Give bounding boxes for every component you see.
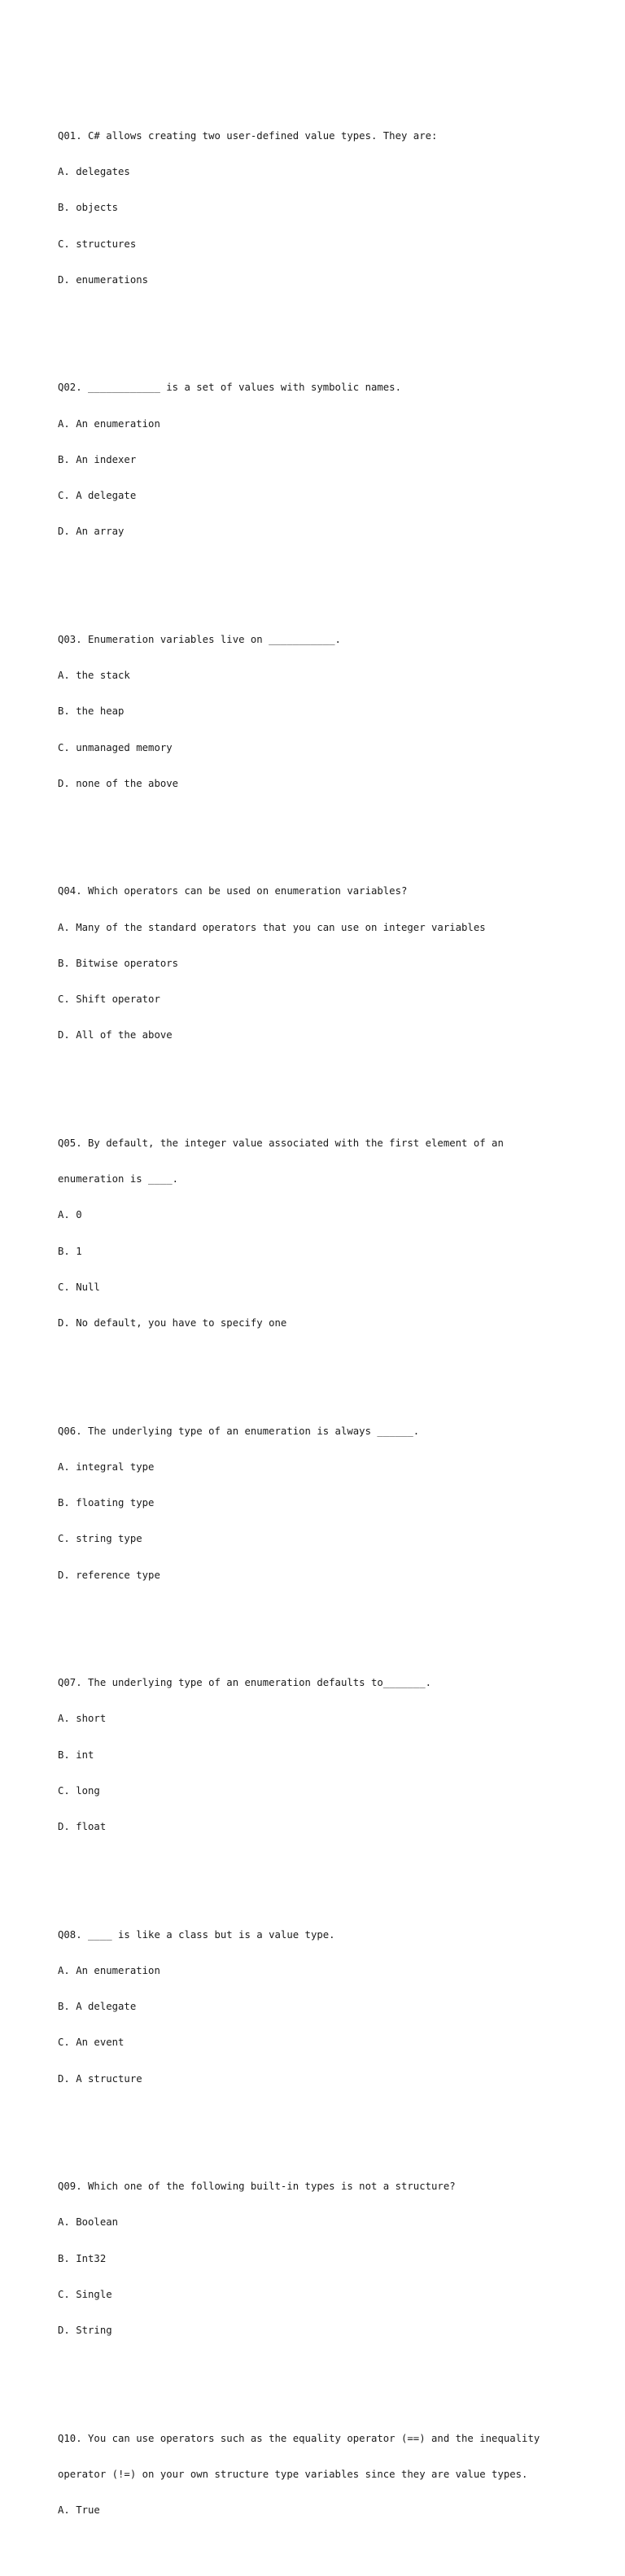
answer-option-d: D. A structure [58,2072,142,2085]
question-q10 [58,2408,611,2540]
answer-option-a: A. 0 [58,1209,82,1221]
question-stem: Q05. By default, the integer value associated with the first element of an [58,1137,504,1149]
answer-option-d: D. All of the above [58,1029,173,1041]
question-stem: Q10. You can use operators such as the equality operator (==) and the inequality [58,2432,540,2444]
question-q06 [58,1401,611,1605]
question-q02 [58,358,611,562]
answer-option-b: B. A delegate [58,2001,137,2012]
answer-option-b: B. objects [58,202,119,214]
answer-option-d: D. float [58,1821,107,1832]
answer-option-c: C. structures [58,238,137,250]
answer-option-c: C. A delegate [58,490,137,501]
question-stem: Q02. ____________ is a set of values with symbolic names. [58,382,401,394]
question-stem-continued: enumeration is ____. [58,1173,179,1185]
question-stem-continued: operator (!=) on your own structure type variables since they are value types. [58,2468,528,2480]
answer-option-d: D. enumerations [58,273,149,286]
answer-option-d: D. reference type [58,1569,160,1581]
answer-option-c: C. Single [58,2288,112,2300]
answer-option-c: C. An event [58,2037,125,2049]
answer-option-b: B. 1 [58,1245,82,1257]
answer-option-a: A. integral type [58,1460,155,1473]
question-q07 [58,1653,611,1858]
answer-option-d: D. String [58,2325,112,2336]
answer-option-a: A. An enumeration [58,1964,160,1976]
answer-option-a: A. True [58,2504,100,2516]
answer-option-c: C. Null [58,1281,100,1293]
question-q01 [58,106,611,310]
answer-option-a: A. Boolean [58,2216,119,2229]
answer-option-c: C. string type [58,1533,142,1545]
answer-option-b: B. int [58,1749,94,1761]
question-stem: Q07. The underlying type of an enumeration defaults to_______. [58,1677,432,1688]
answer-option-b: B. Bitwise operators [58,957,179,969]
question-stem: Q04. Which operators can be used on enumeration variables? [58,885,408,897]
question-stem: Q03. Enumeration variables live on ___________. [58,633,341,645]
question-stem: Q09. Which one of the following built-in types is not a structure? [58,2181,456,2192]
answer-option-b: B. Int32 [58,2252,107,2264]
answer-option-a: A. An enumeration [58,417,160,430]
answer-option-a: A. Many of the standard operators that you can use on integer variables [58,921,486,933]
answer-option-b: B. the heap [58,705,125,718]
answer-option-d: D. An array [58,526,125,538]
answer-option-b: B. floating type [58,1497,155,1508]
answer-option-d: D. No default, you have to specify one [58,1317,287,1329]
answer-option-c: C. Shift operator [58,993,160,1005]
answer-option-c: C. long [58,1784,100,1797]
question-stem: Q06. The underlying type of an enumeration is always ______. [58,1425,420,1437]
question-q04 [58,862,611,1066]
answer-option-a: A. the stack [58,670,130,681]
answer-option-c: C. unmanaged memory [58,741,173,753]
quiz-document [58,70,611,2576]
answer-option-d: D. none of the above [58,777,179,789]
question-stem: Q01. C# allows creating two user-defined value types. They are: [58,129,438,142]
question-q08 [58,1905,611,2109]
answer-option-a: A. short [58,1713,107,1725]
answer-option-b: B. An indexer [58,453,137,465]
answer-option-a: A. delegates [58,166,130,177]
question-q03 [58,609,611,814]
question-stem: Q08. ____ is like a class but is a value type. [58,1928,335,1941]
question-q09 [58,2157,611,2361]
question-q05 [58,1113,611,1353]
